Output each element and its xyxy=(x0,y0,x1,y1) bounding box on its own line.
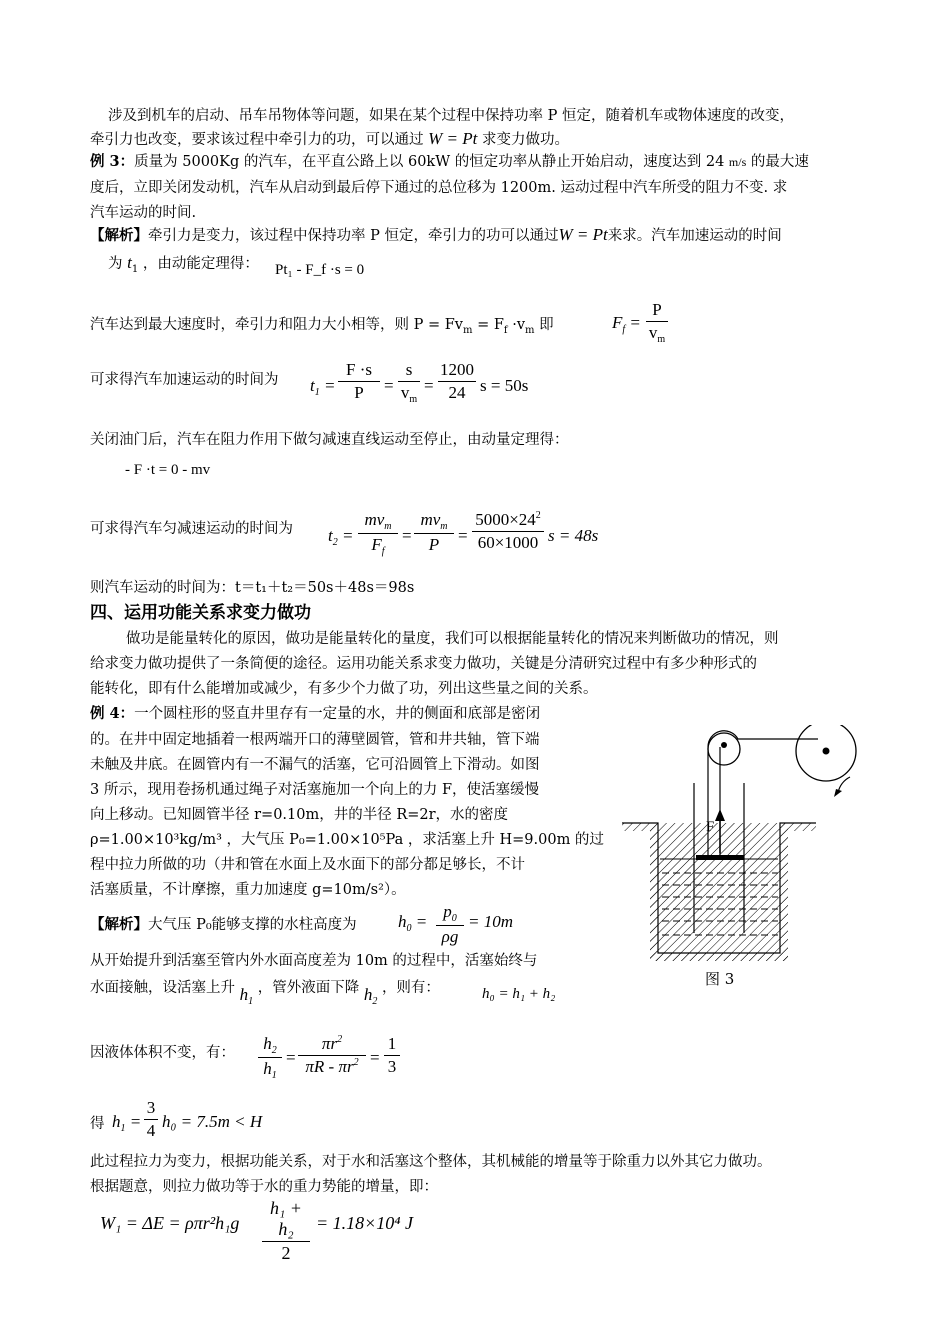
example4-line-6: ρ=1.00×10³kg/m³ ，大气压 P₀=1.00×10⁵Pa ，求活塞上升 H=9.00m 的过 xyxy=(90,832,604,848)
solution3-formula: W = Pt xyxy=(558,225,608,244)
intro-line-2-b: 求变力做功。 xyxy=(481,132,569,148)
t2-frac-3: $\frac{5000\times 24^2}{60\times 1000}$ xyxy=(472,510,544,553)
t1-symbol: t xyxy=(127,253,132,272)
three-quarters: $\frac{3}{4}$ xyxy=(144,1098,158,1141)
solution3-l3-b: = F xyxy=(472,317,504,333)
winch-axle xyxy=(823,748,830,755)
example4-line-4: 3 所示，现用卷扬机通过绳子对活塞施加一个向上的力 F，使活塞缓慢 xyxy=(90,782,540,798)
t1-lhs: $t_1$ = xyxy=(310,376,336,398)
h0-lhs: $h_0$ = xyxy=(398,912,428,934)
eq-sign-6: = xyxy=(370,1048,380,1067)
solution3-l3-a: 汽车达到最大速度时，牵引力和阻力大小相等，则 P = Fv xyxy=(90,317,463,333)
t1-frac-3: $\frac{1200}{24}$ xyxy=(440,360,474,402)
solution4-line-5: 得 xyxy=(90,1116,105,1132)
solution4-label: 【解析】 xyxy=(90,916,148,933)
t1-frac-2: $\frac{s}{v_m}$ xyxy=(398,360,420,405)
eq-sign-2: = xyxy=(424,376,434,395)
solution3-text-a: 牵引力是变力，该过程中保持功率 P 恒定，牵引力的功可以通过 xyxy=(148,228,559,244)
example4-line-5: 向上移动。已知圆管半径 r=0.10m，井的半径 R=2r，水的密度 xyxy=(90,807,509,823)
example4-line-2: 的。在井中固定地插着一根两端开口的薄壁圆管，管和井共轴，管下端 xyxy=(90,732,540,748)
solution3-line-5: 关闭油门后，汽车在阻力作用下做匀减速直线运动至停止，由动量定理得： xyxy=(90,432,569,448)
total-time-line: 则汽车运动的时间为：t＝t₁＋t₂＝50s＋48s＝98s xyxy=(90,580,415,596)
volume-frac-3: $\frac{1}{3}$ xyxy=(384,1034,400,1077)
example4-label: 例 4： xyxy=(90,705,135,722)
intro-line-1: 涉及到机车的启动、吊车吊物体等问题，如果在某个过程中保持功率 P 恒定，随着机车或物体速度的改变， xyxy=(108,108,794,124)
t2-frac-1: $mv_m$ $F_f$ xyxy=(358,510,398,557)
ff-symbol: $F_f$ = xyxy=(612,313,641,335)
well-figure xyxy=(620,725,870,995)
volume-frac-1: $\frac{h_2}{h_1}$ xyxy=(258,1034,282,1081)
solution3-text-b: 来求。汽车加速运动的时间 xyxy=(607,228,782,244)
force-label: F xyxy=(706,819,715,835)
figure-caption: 图 3 xyxy=(705,970,735,988)
section4-para-2: 给求变力做功提供了一条简便的途径。运用功能关系求变力做功，关键是分清研究过程中有多少种形式的 xyxy=(90,656,757,672)
example3-line-2: 度后，立即关闭发动机，汽车从启动到最后停下通过的总位移为 1200m. 运动过程中汽车所受的阻力不变. 求 xyxy=(90,180,788,196)
intro-line-2-a: 牵引力也改变，要求该过程中牵引力的功，可以通过 xyxy=(90,132,424,148)
eq-sign-4: = xyxy=(458,526,468,545)
example4-line-7: 程中拉力所做的功（井和管在水面上及水面下的部分都足够长，不计 xyxy=(90,857,525,873)
p-over-vm-fraction: $\frac{P}{v_m}$ xyxy=(646,300,668,345)
t2-lhs: $t_2$ = xyxy=(328,526,354,548)
solution3-l2-b: ，由动能定理得： xyxy=(142,256,259,272)
example3-text-a: 质量为 5000Kg 的汽车，在平直公路上以 60kW 的恒定功率从静止开始启动，速度达到 24 xyxy=(134,154,729,170)
solution4-line-6: 此过程拉力为变力，根据功能关系，对于水和活塞这个整体，其机械能的增量等于除重力以外其它力做功。 xyxy=(90,1154,772,1170)
t2-frac-2: $mv_m$ P xyxy=(414,510,454,555)
solution4-line-4: 因液体体积不变，有： xyxy=(90,1045,235,1061)
solution3-line-3: 汽车达到最大速度时，牵引力和阻力大小相等，则 $P = Fv_m = F_f \cdot v_m$ 即 xyxy=(90,317,554,336)
solution3-l3-d: 即 xyxy=(534,317,554,333)
t1-frac-1: $\frac{F \cdot s}{P}$ xyxy=(338,360,380,403)
momentum-equation: - F ·t = 0 - mv xyxy=(125,462,211,478)
example4-line-8: 活塞质量，不计摩擦，重力加速度 g=10m/s²）。 xyxy=(90,882,406,898)
section4-title: 四、运用功能关系求变力做功 xyxy=(90,603,311,623)
fixed-pulley-axle xyxy=(721,742,727,748)
eq-sign-3: = xyxy=(402,526,412,545)
solution4-line-3: 水面接触，设活塞上升 $h_1$ ，管外液面下降 $h_2$ ，则有： xyxy=(90,980,440,1007)
intro-line-2 xyxy=(90,128,569,149)
eq-sign-1: = xyxy=(384,376,394,395)
power-work-formula: W = Pt xyxy=(428,129,478,148)
section4-para-3: 能转化，即有什么能增加或减少，有多少个力做了功，列出这些量之间的关系。 xyxy=(90,681,598,697)
solution3-l3-c: ·v xyxy=(507,317,526,333)
solution3-line-1 xyxy=(90,224,782,245)
piston xyxy=(696,855,744,860)
solution3-line-2: 为 $t_1$ ，由动能定理得： xyxy=(108,253,259,275)
fixed-pulley xyxy=(708,733,740,765)
h0-result: = 10m xyxy=(468,912,513,931)
solution3-line-6: 可求得汽车匀减速运动的时间为 xyxy=(90,521,293,537)
final-work-lhs: W₁ = ΔE = ρπr²h₁g xyxy=(100,1213,240,1233)
volume-frac-2: $\frac{\pi r^2}{\pi R - \pi r^2}$ xyxy=(298,1034,366,1077)
well-wall xyxy=(622,823,816,961)
solution4-line-1: 【解析】大气压 P₀能够支撑的水柱高度为 xyxy=(90,916,357,933)
final-work-fraction: $\frac{\text{h₁ + h₂}}{2}$ xyxy=(262,1198,310,1264)
solution3-label: 【解析】 xyxy=(90,227,148,244)
final-work-result: = 1.18×10⁴ J xyxy=(316,1213,414,1233)
speed-unit: m/s xyxy=(728,155,747,169)
kinetic-energy-equation: Pt₁ - F_f ·s = 0 xyxy=(275,262,365,278)
example4-line-1: 例 4：一个圆柱形的竖直井里存有一定量的水，井的侧面和底部是密闭 xyxy=(90,705,541,722)
t2-result: s = 48s xyxy=(548,526,599,545)
h1-lhs: $h_1$ = xyxy=(112,1112,142,1134)
example4-line-3: 未触及井底。在圆管内有一不漏气的活塞，它可沿圆管上下滑动。如图 xyxy=(90,757,540,773)
height-sum-equation: h₀ = h₁ + h₂ xyxy=(482,986,556,1002)
example3-line-1 xyxy=(90,150,809,171)
solution4-line-7: 根据题意，则拉力做功等于水的重力势能的增量，即： xyxy=(90,1179,438,1195)
t1-result: s = 50s xyxy=(480,376,529,395)
solution4-line-2: 从开始提升到活塞至管内外水面高度差为 10m 的过程中，活塞始终与 xyxy=(90,953,538,969)
solution3-line-4: 可求得汽车加速运动的时间为 xyxy=(90,372,279,388)
h1-result: h₀ = 7.5m < H xyxy=(162,1112,263,1131)
example3-text-b: 的最大速 xyxy=(746,154,809,170)
h0-fraction: $\frac{p_0}{\rho g}$ xyxy=(436,902,464,947)
section4-para-1: 做功是能量转化的原因，做功是能量转化的量度，我们可以根据能量转化的情况来判断做功的情况，则 xyxy=(126,631,779,647)
eq-sign-5: = xyxy=(286,1048,296,1067)
example3-label: 例 3： xyxy=(90,153,135,170)
example3-line-3: 汽车运动的时间. xyxy=(90,205,197,221)
solution3-l2-a: 为 xyxy=(108,256,123,272)
